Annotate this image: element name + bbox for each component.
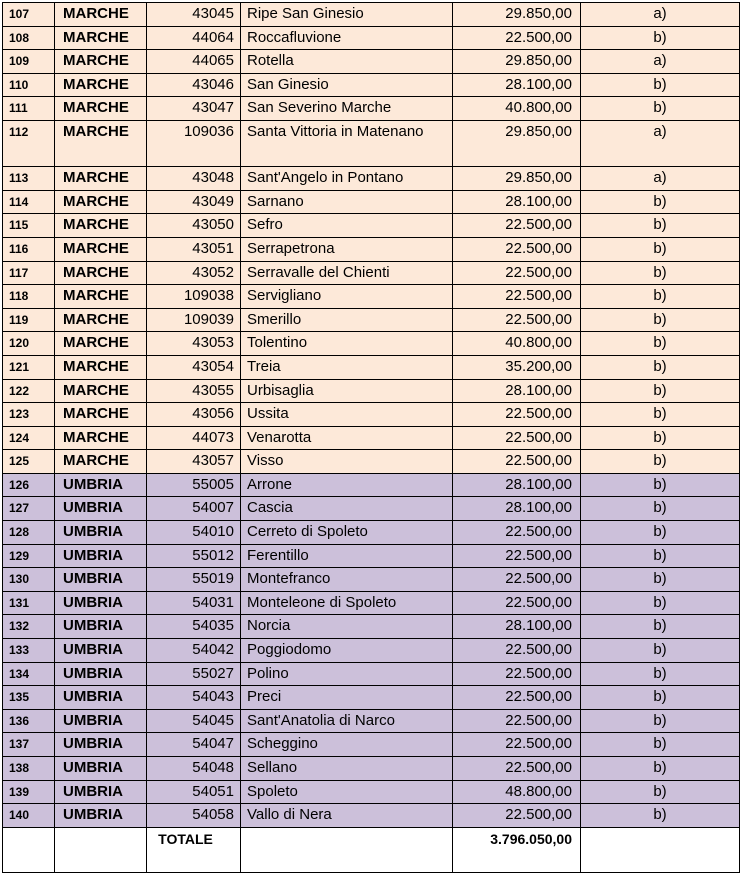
table-row bbox=[3, 733, 740, 757]
table-row bbox=[3, 97, 740, 121]
total-row bbox=[3, 827, 740, 872]
region-cell: MARCHE bbox=[55, 355, 147, 379]
municipality-cell: Sant'Angelo in Pontano bbox=[241, 167, 453, 191]
row-number: 114 bbox=[3, 190, 55, 214]
region-cell: MARCHE bbox=[55, 403, 147, 427]
table-row bbox=[3, 332, 740, 356]
row-number: 118 bbox=[3, 285, 55, 309]
category-cell: b) bbox=[581, 709, 740, 733]
row-number: 116 bbox=[3, 237, 55, 261]
table-row bbox=[3, 190, 740, 214]
row-number: 113 bbox=[3, 167, 55, 191]
municipality-cell: Visso bbox=[241, 450, 453, 474]
amount-cell: 22.500,00 bbox=[453, 757, 581, 781]
table-row bbox=[3, 120, 740, 166]
municipality-cell: Scheggino bbox=[241, 733, 453, 757]
municipality-cell: San Severino Marche bbox=[241, 97, 453, 121]
istat-code-cell: 54035 bbox=[147, 615, 241, 639]
row-number: 137 bbox=[3, 733, 55, 757]
category-cell: a) bbox=[581, 3, 740, 27]
row-number: 138 bbox=[3, 757, 55, 781]
istat-code-cell: 54042 bbox=[147, 639, 241, 663]
municipality-cell: Venarotta bbox=[241, 426, 453, 450]
table-row bbox=[3, 780, 740, 804]
row-number: 130 bbox=[3, 568, 55, 592]
region-cell: MARCHE bbox=[55, 450, 147, 474]
region-cell: UMBRIA bbox=[55, 473, 147, 497]
region-cell: UMBRIA bbox=[55, 639, 147, 663]
category-cell: b) bbox=[581, 780, 740, 804]
table-row bbox=[3, 662, 740, 686]
amount-cell: 28.100,00 bbox=[453, 190, 581, 214]
amount-cell: 35.200,00 bbox=[453, 355, 581, 379]
category-cell: b) bbox=[581, 73, 740, 97]
amount-cell: 22.500,00 bbox=[453, 237, 581, 261]
category-cell: b) bbox=[581, 97, 740, 121]
category-cell: b) bbox=[581, 379, 740, 403]
region-cell: MARCHE bbox=[55, 26, 147, 50]
category-cell: a) bbox=[581, 167, 740, 191]
region-cell: UMBRIA bbox=[55, 662, 147, 686]
istat-code-cell: 44065 bbox=[147, 50, 241, 74]
row-number: 126 bbox=[3, 473, 55, 497]
table-row bbox=[3, 3, 740, 27]
row-number: 129 bbox=[3, 544, 55, 568]
region-cell: MARCHE bbox=[55, 426, 147, 450]
region-cell: UMBRIA bbox=[55, 615, 147, 639]
row-number: 122 bbox=[3, 379, 55, 403]
municipality-cell: San Ginesio bbox=[241, 73, 453, 97]
amount-cell: 22.500,00 bbox=[453, 308, 581, 332]
category-cell: b) bbox=[581, 639, 740, 663]
category-cell: b) bbox=[581, 757, 740, 781]
category-cell: b) bbox=[581, 426, 740, 450]
amount-cell: 22.500,00 bbox=[453, 285, 581, 309]
municipality-cell: Sarnano bbox=[241, 190, 453, 214]
region-cell: MARCHE bbox=[55, 308, 147, 332]
istat-code-cell: 55027 bbox=[147, 662, 241, 686]
empty-cell bbox=[581, 827, 740, 872]
region-cell: UMBRIA bbox=[55, 568, 147, 592]
table-row bbox=[3, 426, 740, 450]
row-number: 121 bbox=[3, 355, 55, 379]
municipality-cell: Santa Vittoria in Matenano bbox=[241, 120, 453, 166]
amount-cell: 29.850,00 bbox=[453, 167, 581, 191]
municipality-cell: Serravalle del Chienti bbox=[241, 261, 453, 285]
region-cell: UMBRIA bbox=[55, 591, 147, 615]
istat-code-cell: 43057 bbox=[147, 450, 241, 474]
row-number: 123 bbox=[3, 403, 55, 427]
istat-code-cell: 43046 bbox=[147, 73, 241, 97]
category-cell: b) bbox=[581, 308, 740, 332]
category-cell: b) bbox=[581, 450, 740, 474]
istat-code-cell: 43052 bbox=[147, 261, 241, 285]
municipality-cell: Ferentillo bbox=[241, 544, 453, 568]
table-row bbox=[3, 237, 740, 261]
istat-code-cell: 43053 bbox=[147, 332, 241, 356]
empty-cell bbox=[55, 827, 147, 872]
category-cell: b) bbox=[581, 733, 740, 757]
table-row bbox=[3, 403, 740, 427]
table-row bbox=[3, 26, 740, 50]
amount-cell: 22.500,00 bbox=[453, 261, 581, 285]
region-cell: MARCHE bbox=[55, 120, 147, 166]
table-row bbox=[3, 308, 740, 332]
region-cell: UMBRIA bbox=[55, 757, 147, 781]
amount-cell: 48.800,00 bbox=[453, 780, 581, 804]
row-number: 132 bbox=[3, 615, 55, 639]
region-cell: UMBRIA bbox=[55, 733, 147, 757]
total-label: TOTALE bbox=[147, 827, 241, 872]
amount-cell: 22.500,00 bbox=[453, 686, 581, 710]
municipality-cell: Cerreto di Spoleto bbox=[241, 521, 453, 545]
row-number: 127 bbox=[3, 497, 55, 521]
amount-cell: 22.500,00 bbox=[453, 521, 581, 545]
category-cell: b) bbox=[581, 237, 740, 261]
category-cell: b) bbox=[581, 568, 740, 592]
table-row bbox=[3, 709, 740, 733]
istat-code-cell: 43047 bbox=[147, 97, 241, 121]
region-cell: MARCHE bbox=[55, 214, 147, 238]
category-cell: b) bbox=[581, 473, 740, 497]
region-cell: UMBRIA bbox=[55, 780, 147, 804]
table-row bbox=[3, 355, 740, 379]
municipality-cell: Sant'Anatolia di Narco bbox=[241, 709, 453, 733]
amount-cell: 22.500,00 bbox=[453, 804, 581, 828]
municipality-cell: Preci bbox=[241, 686, 453, 710]
total-value: 3.796.050,00 bbox=[453, 827, 581, 872]
municipality-cell: Cascia bbox=[241, 497, 453, 521]
table-row bbox=[3, 544, 740, 568]
table-row bbox=[3, 591, 740, 615]
municipality-cell: Smerillo bbox=[241, 308, 453, 332]
municipality-cell: Spoleto bbox=[241, 780, 453, 804]
istat-code-cell: 54048 bbox=[147, 757, 241, 781]
municipality-cell: Ussita bbox=[241, 403, 453, 427]
municipality-cell: Poggiodomo bbox=[241, 639, 453, 663]
istat-code-cell: 54031 bbox=[147, 591, 241, 615]
table-row bbox=[3, 568, 740, 592]
amount-cell: 22.500,00 bbox=[453, 639, 581, 663]
region-cell: UMBRIA bbox=[55, 804, 147, 828]
amount-cell: 29.850,00 bbox=[453, 50, 581, 74]
category-cell: b) bbox=[581, 355, 740, 379]
table-row bbox=[3, 50, 740, 74]
municipality-cell: Servigliano bbox=[241, 285, 453, 309]
table-row bbox=[3, 639, 740, 663]
municipality-cell: Treia bbox=[241, 355, 453, 379]
istat-code-cell: 54010 bbox=[147, 521, 241, 545]
istat-code-cell: 43055 bbox=[147, 379, 241, 403]
municipality-cell: Urbisaglia bbox=[241, 379, 453, 403]
amount-cell: 22.500,00 bbox=[453, 591, 581, 615]
table-row bbox=[3, 757, 740, 781]
istat-code-cell: 43048 bbox=[147, 167, 241, 191]
region-cell: MARCHE bbox=[55, 379, 147, 403]
amount-cell: 28.100,00 bbox=[453, 73, 581, 97]
istat-code-cell: 109039 bbox=[147, 308, 241, 332]
table-row bbox=[3, 261, 740, 285]
region-cell: MARCHE bbox=[55, 97, 147, 121]
region-cell: UMBRIA bbox=[55, 686, 147, 710]
istat-code-cell: 55012 bbox=[147, 544, 241, 568]
table-row bbox=[3, 615, 740, 639]
region-cell: MARCHE bbox=[55, 167, 147, 191]
category-cell: b) bbox=[581, 521, 740, 545]
istat-code-cell: 44073 bbox=[147, 426, 241, 450]
category-cell: b) bbox=[581, 285, 740, 309]
category-cell: b) bbox=[581, 26, 740, 50]
istat-code-cell: 55019 bbox=[147, 568, 241, 592]
table-body bbox=[3, 3, 740, 873]
istat-code-cell: 54058 bbox=[147, 804, 241, 828]
municipality-cell: Rotella bbox=[241, 50, 453, 74]
row-number: 134 bbox=[3, 662, 55, 686]
municipality-cell: Norcia bbox=[241, 615, 453, 639]
category-cell: b) bbox=[581, 190, 740, 214]
row-number: 125 bbox=[3, 450, 55, 474]
row-number: 140 bbox=[3, 804, 55, 828]
table-row bbox=[3, 73, 740, 97]
empty-cell bbox=[241, 827, 453, 872]
row-number: 112 bbox=[3, 120, 55, 166]
table-row bbox=[3, 521, 740, 545]
table-row bbox=[3, 450, 740, 474]
region-cell: MARCHE bbox=[55, 3, 147, 27]
region-cell: UMBRIA bbox=[55, 521, 147, 545]
amount-cell: 28.100,00 bbox=[453, 473, 581, 497]
category-cell: b) bbox=[581, 403, 740, 427]
amount-cell: 40.800,00 bbox=[453, 332, 581, 356]
category-cell: b) bbox=[581, 662, 740, 686]
row-number: 139 bbox=[3, 780, 55, 804]
municipality-cell: Monteleone di Spoleto bbox=[241, 591, 453, 615]
category-cell: a) bbox=[581, 120, 740, 166]
municipality-cell: Vallo di Nera bbox=[241, 804, 453, 828]
amount-cell: 22.500,00 bbox=[453, 733, 581, 757]
amount-cell: 22.500,00 bbox=[453, 26, 581, 50]
istat-code-cell: 109038 bbox=[147, 285, 241, 309]
region-cell: MARCHE bbox=[55, 50, 147, 74]
istat-code-cell: 54007 bbox=[147, 497, 241, 521]
amount-cell: 22.500,00 bbox=[453, 568, 581, 592]
amount-cell: 22.500,00 bbox=[453, 214, 581, 238]
istat-code-cell: 54047 bbox=[147, 733, 241, 757]
amount-cell: 40.800,00 bbox=[453, 97, 581, 121]
row-number: 107 bbox=[3, 3, 55, 27]
row-number: 136 bbox=[3, 709, 55, 733]
category-cell: b) bbox=[581, 214, 740, 238]
region-cell: UMBRIA bbox=[55, 497, 147, 521]
table-row bbox=[3, 214, 740, 238]
row-number: 120 bbox=[3, 332, 55, 356]
category-cell: a) bbox=[581, 50, 740, 74]
table-row bbox=[3, 285, 740, 309]
istat-code-cell: 55005 bbox=[147, 473, 241, 497]
amount-cell: 22.500,00 bbox=[453, 544, 581, 568]
amount-cell: 28.100,00 bbox=[453, 615, 581, 639]
amount-cell: 22.500,00 bbox=[453, 709, 581, 733]
row-number: 109 bbox=[3, 50, 55, 74]
region-cell: MARCHE bbox=[55, 261, 147, 285]
istat-code-cell: 54043 bbox=[147, 686, 241, 710]
region-cell: MARCHE bbox=[55, 73, 147, 97]
istat-code-cell: 54045 bbox=[147, 709, 241, 733]
row-number: 111 bbox=[3, 97, 55, 121]
istat-code-cell: 43051 bbox=[147, 237, 241, 261]
municipality-cell: Montefranco bbox=[241, 568, 453, 592]
region-cell: UMBRIA bbox=[55, 709, 147, 733]
municipality-cell: Roccafluvione bbox=[241, 26, 453, 50]
municipality-cell: Arrone bbox=[241, 473, 453, 497]
amount-cell: 22.500,00 bbox=[453, 426, 581, 450]
category-cell: b) bbox=[581, 332, 740, 356]
row-number: 128 bbox=[3, 521, 55, 545]
istat-code-cell: 43054 bbox=[147, 355, 241, 379]
amount-cell: 22.500,00 bbox=[453, 662, 581, 686]
row-number: 110 bbox=[3, 73, 55, 97]
region-cell: MARCHE bbox=[55, 190, 147, 214]
amount-cell: 22.500,00 bbox=[453, 403, 581, 427]
category-cell: b) bbox=[581, 591, 740, 615]
municipality-cell: Polino bbox=[241, 662, 453, 686]
row-number: 115 bbox=[3, 214, 55, 238]
row-number: 119 bbox=[3, 308, 55, 332]
allocation-table bbox=[2, 2, 740, 873]
municipality-cell: Ripe San Ginesio bbox=[241, 3, 453, 27]
amount-cell: 28.100,00 bbox=[453, 379, 581, 403]
table-row bbox=[3, 473, 740, 497]
table-row bbox=[3, 379, 740, 403]
istat-code-cell: 43045 bbox=[147, 3, 241, 27]
category-cell: b) bbox=[581, 261, 740, 285]
category-cell: b) bbox=[581, 544, 740, 568]
category-cell: b) bbox=[581, 497, 740, 521]
region-cell: UMBRIA bbox=[55, 544, 147, 568]
istat-code-cell: 44064 bbox=[147, 26, 241, 50]
category-cell: b) bbox=[581, 615, 740, 639]
municipality-cell: Sefro bbox=[241, 214, 453, 238]
istat-code-cell: 43056 bbox=[147, 403, 241, 427]
row-number: 117 bbox=[3, 261, 55, 285]
amount-cell: 22.500,00 bbox=[453, 450, 581, 474]
table-row bbox=[3, 167, 740, 191]
amount-cell: 29.850,00 bbox=[453, 120, 581, 166]
category-cell: b) bbox=[581, 804, 740, 828]
table-row bbox=[3, 804, 740, 828]
region-cell: MARCHE bbox=[55, 332, 147, 356]
municipality-cell: Serrapetrona bbox=[241, 237, 453, 261]
municipality-cell: Tolentino bbox=[241, 332, 453, 356]
table-row bbox=[3, 497, 740, 521]
istat-code-cell: 43049 bbox=[147, 190, 241, 214]
amount-cell: 29.850,00 bbox=[453, 3, 581, 27]
category-cell: b) bbox=[581, 686, 740, 710]
table-row bbox=[3, 686, 740, 710]
istat-code-cell: 109036 bbox=[147, 120, 241, 166]
row-number: 108 bbox=[3, 26, 55, 50]
region-cell: MARCHE bbox=[55, 285, 147, 309]
allocation-table-container bbox=[2, 2, 740, 873]
empty-cell bbox=[3, 827, 55, 872]
istat-code-cell: 54051 bbox=[147, 780, 241, 804]
row-number: 135 bbox=[3, 686, 55, 710]
row-number: 124 bbox=[3, 426, 55, 450]
row-number: 131 bbox=[3, 591, 55, 615]
region-cell: MARCHE bbox=[55, 237, 147, 261]
istat-code-cell: 43050 bbox=[147, 214, 241, 238]
row-number: 133 bbox=[3, 639, 55, 663]
municipality-cell: Sellano bbox=[241, 757, 453, 781]
amount-cell: 28.100,00 bbox=[453, 497, 581, 521]
